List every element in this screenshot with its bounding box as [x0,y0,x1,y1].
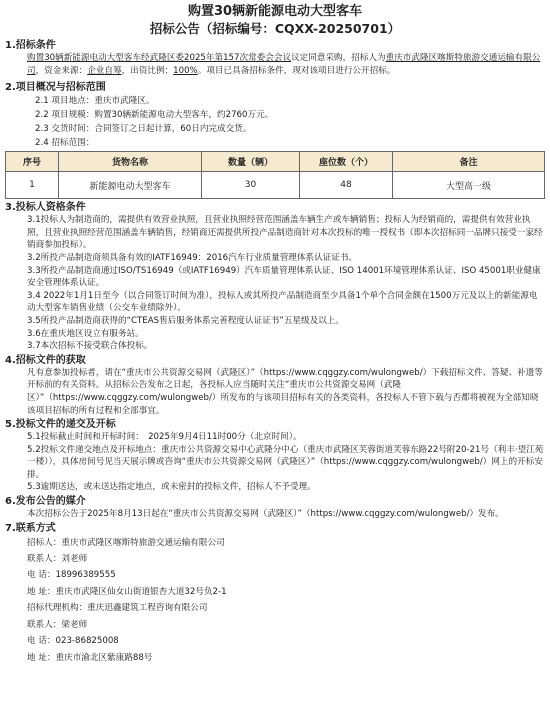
qualification-3-2: 3.2所投产品制造商须具备有效的IATF16949：2016汽车行业质量管理体系认证证书。 [27,252,358,263]
section-7-heading: 7.联系方式 [5,522,56,534]
section-6-heading: 6.发布公告的媒介 [5,496,86,508]
table-header: 数量（辆） [202,152,300,172]
table-header: 座位数（个） [300,152,393,172]
publication-media-text: 本次招标公告于2025年8月13日起在“重庆市公共资源交易网（武隆区）”（https://www.cqggzy.com/wulongweb/）发布。 [27,509,504,520]
project-scale: 2.2 项目规模：购置30辆新能源电动大型客车，约2760万元。 [35,110,274,121]
qualification-3-7: 3.7本次招标不接受联合体投标。 [27,341,153,352]
fund-source-label: ，资金来源： [35,65,88,76]
contact-person-1: 联系人：刘老师 [27,554,88,565]
contact-person-2: 联系人：梁老师 [27,619,88,630]
project-approval-text: 购置30辆新能源电动大型客车经武隆区委2025年第157次常委会会议 [27,53,292,63]
bid-location: 5.2投标文件递交地点及开标地点：重庆市公共资源交易中心武隆分中心（重庆市武隆区芙蓉街道芙蓉东路22号附20-21号（利丰·望江苑一楼）），具体房间号见当天展示牌或咨询“重庆市公共资源交易网（武隆区）”（https://www.cqggzy.com/wulongweb/）网上的开标安排。 [27,444,544,480]
table-cell: 新能源电动大型客车 [59,172,202,199]
section-5-heading: 5.投标文件的递交及开标 [5,419,116,431]
section-2-heading: 2.项目概况与招标范围 [5,82,106,94]
table-cell: 1 [6,172,59,199]
fund-ratio-label: ，出资比例： [121,65,174,76]
tenderer-name: 重庆市武隆区喀斯特旅游交通运输有限公司 [27,53,541,76]
project-location: 2.1 项目地点：重庆市武隆区。 [35,96,155,107]
delivery-time: 2.3 交货时间：合同签订之日起计算，60日内完成交货。 [35,124,252,135]
table-row [6,172,545,199]
qualification-3-1: 3.1投标人为制造商的，需提供有效营业执照，且营业执照经营范围涵盖车辆生产或车辆销售；投标人为经销商的，需提供有效营业执照，且营业执照经营范围涵盖车辆销售，经销商还需提供所投产品制造商针对本次投标的唯一授权书（即本次招标同一品牌只接受一家经销商参加投标）。 [27,215,543,251]
qualification-3-6: 3.6在重庆地区设立有服务站。 [27,328,144,339]
table-header-row [6,152,545,172]
contact-phone-1: 电 话：18996389555 [27,570,116,581]
qualification-3-4: 3.4 2022年1月1日至今（以合同签订时间为准），投标人或其所投产品制造商至少具备1个单个合同金额在1500万元及以上的新能源电动大型客车销售业绩（公交车业绩除外）。 [27,290,538,314]
section-1-ending: 。项目已具备招标条件，现对该项目进行公开招标。 [197,65,396,76]
contact-tenderer: 招标人：重庆市武隆区喀斯特旅游交通运输有限公司 [27,537,225,548]
contact-agency: 招标代理机构：重庆迅鑫建筑工程咨询有限公司 [27,603,208,614]
section-3-heading: 3.投标人资格条件 [5,202,86,214]
contact-phone-2: 电 话：023-86825008 [27,636,119,647]
document-subtitle: 招标公告（招标编号：CQXX-20250701） [149,21,401,36]
table-cell: 大型高一级 [393,172,545,199]
fund-ratio-value: 100% [173,65,198,76]
late-submission-note: 5.3逾期送达，或未送达指定地点，或未密封的投标文件，招标人不予受理。 [27,482,316,493]
bidding-scope: 2.4 招标范围： [35,138,95,149]
table-header: 备注 [393,152,545,172]
fund-source-value: 企业自筹 [87,65,122,76]
qualification-3-5: 3.5所投产品制造商获得的“CTEAS售后服务体系完善程度认证证书”五星级及以上。 [27,315,344,326]
document-title: 购置30辆新能源电动大型客车 [187,4,363,19]
contact-address-1: 地 址：重庆市武隆区仙女山街道银杏大道32号负2-1 [27,586,227,597]
goods-table [5,151,545,199]
table-header: 货物名称 [59,152,202,172]
approval-text-2: 议定同意采购，招标人为 [291,53,386,63]
document-obtaining-text: 凡有意参加投标者，请在“重庆市公共资源交易网（武隆区）”（https://www.cqggzy.com/wulongweb/）下载招标文件、答疑、补遗等开标前的有关资料。从招标公告发布之日起，各投标人应当随时关注“重庆市公共资源交易网（武隆区）”（https://www.cqggzy.com/wulongweb/）所发布的与该项目招标有关的各类资料，各投标人不管下载与否都将被视为全部知晓该项目招标的所有过程和全部事宜。 [27,367,543,416]
table-header: 序号 [6,152,59,172]
qualification-3-3: 3.3所投产品制造商通过ISO/TS16949（或IATF16949）汽车质量管理体系认证、ISO 14001环境管理体系认证、ISO 45001职业健康安全管理体系认证。 [27,265,541,289]
section-4-heading: 4.招标文件的获取 [5,354,86,366]
section-1-text [5,52,545,77]
table-cell: 48 [300,172,393,199]
contact-address-2: 地 址：重庆市渝北区紫康路88号 [27,652,153,663]
table-cell: 30 [202,172,300,199]
section-1-heading: 1.招标条件 [5,40,56,51]
bid-deadline: 5.1投标截止时间和开标时间： 2025年9月4日11时00分（北京时间）。 [27,432,302,443]
